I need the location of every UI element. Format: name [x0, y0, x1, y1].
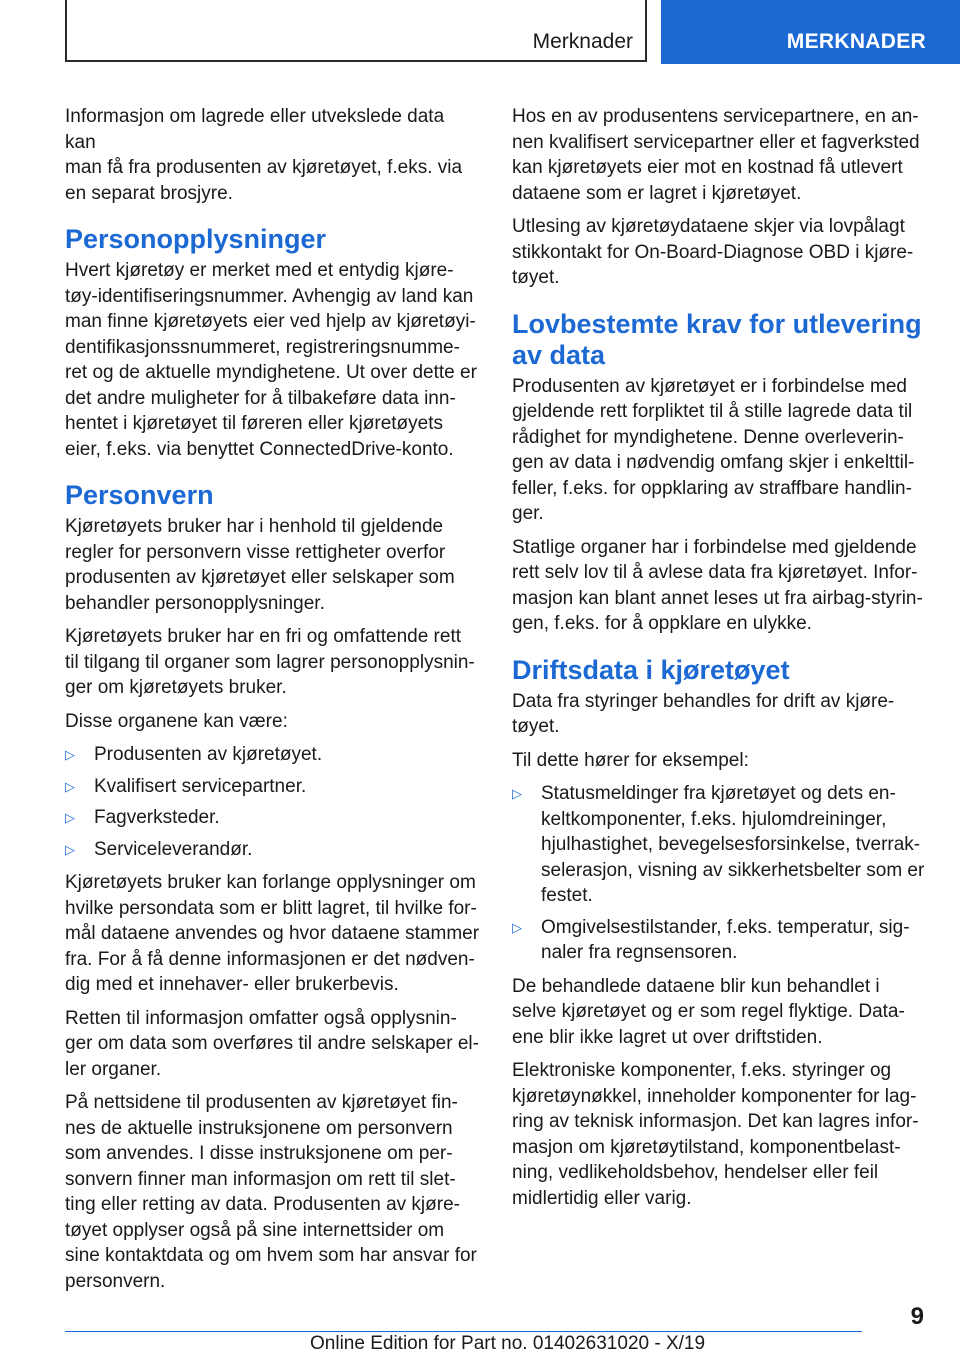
left-column	[65, 104, 480, 1302]
operating-paragraph-1: Data fra styringer behandles for drift av kjøre- tøyet.	[512, 690, 895, 737]
list-item	[65, 774, 480, 800]
operating-data-list	[512, 781, 927, 966]
header-section-label: Merknader	[532, 30, 633, 53]
legal-paragraph-2: Statlige organer har i forbindelse med gjeldende rett selv lov til å avlese data fra kjøretøyet. Infor- masjon kan blant annet leses ut fra airbag-styrin- gen, f.eks. for å oppklare en ulykke.	[512, 536, 923, 634]
operating-paragraph-2: Til dette hører for eksempel:	[512, 749, 749, 771]
list-item	[65, 805, 480, 831]
legal-requirements-heading: Lovbestemte krav for utlevering av data	[512, 308, 922, 370]
footer-edition-text: Online Edition for Part no. 01402631020 - X/19	[310, 1333, 706, 1354]
footer-divider	[65, 1331, 862, 1332]
privacy-heading: Personvern	[65, 480, 214, 510]
privacy-paragraph-5: Retten til informasjon omfatter også opplysnin- ger om data som overføres til andre selskaper el- ler organer.	[65, 1007, 479, 1080]
triangle-bullet-icon: ▷	[65, 810, 75, 825]
personal-data-heading: Personopplysninger	[65, 224, 327, 254]
header-chapter-tab-label: MERKNADER	[786, 30, 926, 53]
list-item-text: Statusmeldinger fra kjøretøyet og dets en- keltkomponenter, f.eks. hjulomdreininger, hjulhastighet, bevegelsesforsinkelse, tverrak- selerasjon, visning av sikkerhetsbelter som er festet.	[541, 783, 925, 906]
privacy-paragraph-2: Kjøretøyets bruker har en fri og omfattende rett til tilgang til organer som lagrer personopplysnin- ger om kjøretøyets bruker.	[65, 626, 475, 698]
list-item-text: Produsenten av kjøretøyet.	[94, 744, 323, 765]
personal-data-paragraph: Hvert kjøretøy er merket med et entydig kjøre- tøy-identifiseringsnummer. Avhengig av land kan man finne kjøretøyets eier ved hjelp av kjøretøyi- dentifikasjonssnummeret, registreringsnumme- ret og de aktuelle myndighetene. Ut over dette er det andre muligheter for å tilbakeføre data inn- hentet i kjøretøyet til føreren eller kjøretøyets eier, f.eks. via benyttet ConnectedDrive-konto.	[65, 260, 477, 460]
list-item-text: Kvalifisert servicepartner.	[94, 775, 307, 797]
service-paragraph-1: Hos en av produsentens servicepartnere, en an- nen kvalifisert servicepartner eller et fagverksted kan kjøretøyets eier mot en kostnad få utlevert dataene som er lagret i kjøretøyet.	[512, 106, 920, 204]
triangle-bullet-icon: ▷	[65, 841, 75, 857]
privacy-paragraph-3: Disse organene kan være:	[65, 710, 288, 732]
operating-paragraph-4: Elektroniske komponenter, f.eks. styringer og kjøretøynøkkel, inneholder komponenter for lag- ring av teknisk informasjon. Det kan lagres infor- masjon om kjøretøytilstand, komponentbelast- ning, vedlikeholdsbehov, hendelser eller feil midlertidig eller varig.	[512, 1060, 919, 1209]
operating-data-heading: Driftsdata i kjøretøyet	[512, 654, 790, 685]
list-item-text: Omgivelsestilstander, f.eks. temperatur, sig- naler fra regnsensoren.	[541, 916, 910, 963]
triangle-bullet-icon: ▷	[65, 778, 75, 794]
list-item	[65, 742, 480, 768]
list-item-text: Serviceleverandør.	[94, 838, 253, 860]
triangle-bullet-icon: ▷	[512, 786, 522, 801]
list-item-text: Fagverksteder.	[94, 807, 220, 828]
organs-list	[65, 742, 480, 862]
intro-paragraph: Informasjon om lagrede eller utvekslede data kan man få fra produsenten av kjøretøyet, f.eks. via en separat brosjyre.	[65, 106, 463, 204]
triangle-bullet-icon: ▷	[512, 919, 522, 935]
privacy-paragraph-4: Kjøretøyets bruker kan forlange opplysninger om hvilke persondata som er blitt lagret, til hvilke for- mål dataene anvendes og hvor dataene stammer fra. For å få denne informasjonen er det nødven- dig med et innehaver- eller brukerbevis.	[65, 872, 480, 995]
service-paragraph-2: Utlesing av kjøretøydataene skjer via lovpålagt stikkontakt for On-Board-Diagnose OBD i kjøre- tøyet.	[512, 216, 914, 288]
legal-paragraph-1: Produsenten av kjøretøyet er i forbindelse med gjeldende rett forpliktet til å stille lagrede data til rådighet for myndighetene. Denne overleverin- gen av data i nødvendig omfang skjer i enkelttil- feller, f.eks. for oppklaring av straffbare handlin- ger.	[512, 375, 915, 524]
privacy-paragraph-1: Kjøretøyets bruker har i henhold til gjeldende regler for personvern visse rettigheter overfor produsenten av kjøretøyet eller selskaper som behandler personopplysninger.	[65, 516, 455, 614]
header-section-box	[65, 0, 647, 62]
header-chapter-tab[interactable]	[661, 0, 960, 64]
list-item	[512, 915, 927, 966]
operating-paragraph-3: De behandlede dataene blir kun behandlet i selve kjøretøyet og er som regel flyktige. Data- ene blir ikke lagret ut over driftstiden.	[512, 975, 905, 1048]
right-column	[512, 104, 927, 1219]
list-item	[65, 837, 480, 863]
list-item	[512, 781, 927, 909]
triangle-bullet-icon: ▷	[65, 747, 75, 762]
page-number: 9	[910, 1303, 924, 1330]
privacy-paragraph-6: På nettsidene til produsenten av kjøretøyet fin- nes de aktuelle instruksjonene om personvern som anvendes. I disse instruksjonene om per- sonvern finner man informasjon om rett til slet- ting eller retting av data. Produsenten av kjøre- tøyet opplyser også på sine internettsider om sine kontaktdata og om hvem som har ansvar for personvern.	[65, 1092, 477, 1292]
